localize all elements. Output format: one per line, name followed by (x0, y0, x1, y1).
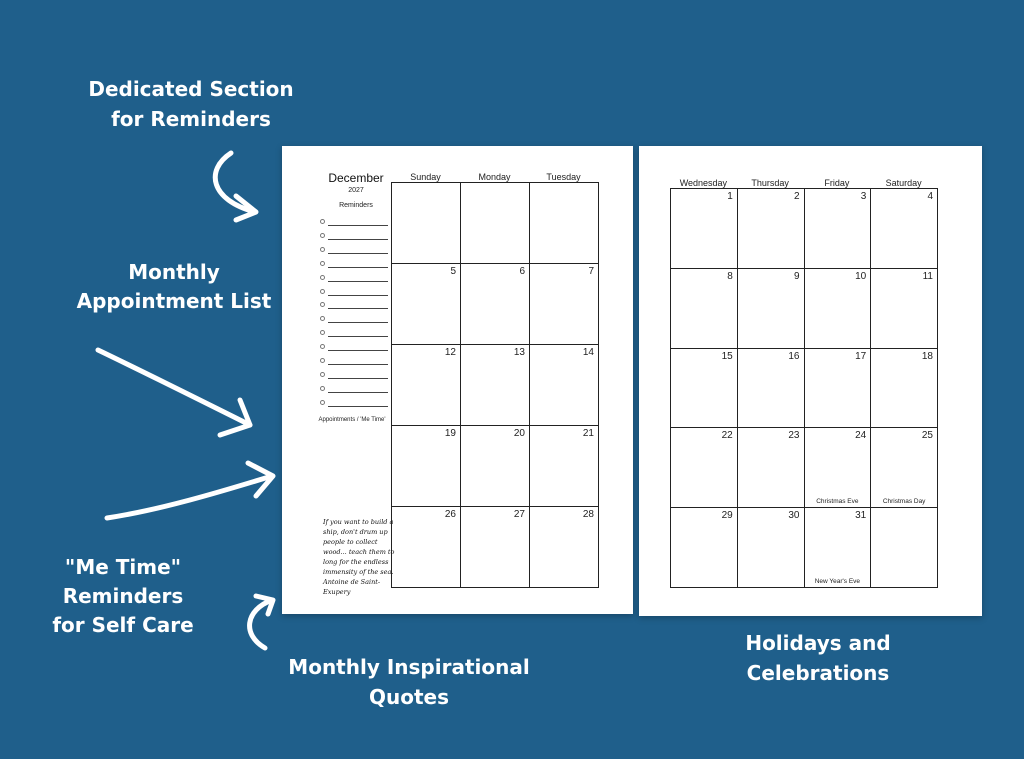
calendar-day-cell (805, 428, 872, 508)
day-number: 1 (727, 191, 733, 202)
day-number: 17 (855, 350, 867, 362)
write-line (328, 281, 388, 282)
day-number: 25 (921, 430, 933, 442)
callout-me-time-line2: for Self Care (52, 613, 194, 637)
day-number: 10 (855, 270, 867, 282)
day-number: 14 (582, 347, 594, 358)
quote-line: ship, don't drum up (323, 528, 388, 536)
day-number: 18 (921, 350, 933, 362)
arrow-to-me-time-icon (107, 476, 272, 518)
day-number: 9 (793, 270, 800, 282)
bullet-circle-icon (320, 358, 325, 363)
callout-holidays: Holidays and Celebrations (745, 631, 891, 685)
reminder-line (322, 313, 388, 323)
calendar-day-cell (871, 269, 938, 349)
day-number: 19 (444, 428, 456, 439)
month-title: December (328, 171, 384, 185)
calendar-day-cell (805, 269, 872, 349)
write-line (328, 378, 388, 379)
calendar-day-cell (871, 508, 938, 588)
arrow-to-appointments-head-icon (220, 400, 250, 435)
callout-quotes: Monthly Inspirational Quotes (288, 655, 530, 709)
write-line (328, 322, 388, 323)
quote-line: people to collect (323, 538, 378, 546)
arrow-to-quotes-head-icon (256, 596, 273, 614)
reminder-line (322, 258, 388, 268)
callout-me-time-line1: "Me Time" Reminders (62, 555, 184, 608)
callout-appointments (60, 258, 288, 316)
right-calendar-grid (670, 188, 938, 588)
quote-line: Exupery (323, 588, 351, 596)
arrow-to-reminders-head-icon (236, 196, 256, 220)
calendar-day-cell (738, 428, 805, 508)
bullet-circle-icon (320, 261, 325, 266)
day-number: 3 (860, 191, 867, 202)
quote-line: wood... teach them to (323, 548, 395, 556)
calendar-day-cell (392, 507, 461, 588)
bullet-circle-icon (320, 386, 325, 391)
calendar-day-cell (461, 264, 530, 345)
day-header: Friday (824, 178, 850, 188)
callout-me-time (5, 553, 241, 640)
day-number: 30 (788, 510, 800, 522)
calendar-day-cell (671, 269, 738, 349)
day-number: 31 (855, 510, 867, 522)
day-number: 28 (582, 509, 594, 520)
calendar-day-cell (461, 507, 530, 588)
quote-line: long for the endless (323, 558, 389, 566)
day-number: 20 (513, 428, 525, 439)
day-header: Saturday (885, 178, 922, 188)
calendar-day-cell (461, 183, 530, 264)
write-line (328, 239, 388, 240)
reminder-line (322, 286, 388, 296)
day-header: Monday (478, 172, 511, 182)
write-line (328, 336, 388, 337)
reminder-line (322, 355, 388, 365)
calendar-day-cell (738, 349, 805, 429)
day-number: 8 (727, 270, 733, 282)
calendar-day-cell (805, 189, 872, 269)
bullet-circle-icon (320, 302, 325, 307)
holiday-label: New Year's Eve (814, 577, 861, 585)
callout-reminders-line2: for Reminders (111, 107, 271, 131)
year-label: 2027 (348, 187, 364, 194)
bullet-circle-icon (320, 275, 325, 280)
calendar-day-cell (392, 264, 461, 345)
write-line (328, 350, 388, 351)
calendar-day-cell (461, 426, 530, 507)
write-line (328, 253, 388, 254)
quote-line: immensity of the sea. (323, 568, 394, 576)
reminder-line (322, 244, 388, 254)
bullet-circle-icon (320, 247, 325, 252)
reminder-line (322, 341, 388, 351)
day-number: 11 (922, 270, 933, 282)
quote-line: If you want to build a (323, 518, 394, 526)
callout-appointments-line2: Appointment List (76, 289, 272, 313)
calendar-day-cell (461, 345, 530, 426)
reminder-line (322, 383, 388, 393)
bullet-circle-icon (320, 372, 325, 377)
calendar-day-cell (671, 428, 738, 508)
bullet-circle-icon (320, 233, 325, 238)
calendar-day-cell (671, 189, 738, 269)
left-calendar-grid (391, 182, 599, 588)
write-line (328, 267, 388, 268)
reminder-line (322, 369, 388, 379)
holiday-label: Christmas Eve (816, 498, 859, 506)
write-line (328, 308, 388, 309)
holiday-label: Christmas Day (882, 498, 926, 506)
day-number: 15 (721, 350, 733, 362)
callout-reminders-line1: Dedicated Section (88, 77, 294, 101)
calendar-day-cell (871, 349, 938, 429)
calendar-day-cell (805, 349, 872, 429)
day-header: Tuesday (546, 172, 581, 182)
calendar-day-cell (871, 189, 938, 269)
calendar-day-cell (530, 507, 599, 588)
day-number: 4 (927, 191, 933, 202)
reminder-line (322, 216, 388, 226)
reminder-line (322, 327, 388, 337)
reminders-heading: Reminders (339, 202, 373, 209)
write-line (328, 364, 388, 365)
day-number: 13 (513, 347, 525, 358)
day-number: 21 (582, 428, 594, 439)
calendar-day-cell (738, 269, 805, 349)
arrow-to-me-time-head-icon (248, 463, 273, 496)
day-number: 24 (855, 430, 867, 442)
reminder-line (322, 397, 388, 407)
calendar-day-cell (871, 428, 938, 508)
day-header: Sunday (410, 172, 441, 182)
day-header: Thursday (751, 178, 789, 188)
calendar-day-cell (530, 183, 599, 264)
bullet-circle-icon (320, 219, 325, 224)
calendar-day-cell (738, 508, 805, 588)
calendar-day-cell (671, 508, 738, 588)
day-number: 6 (519, 266, 525, 277)
day-number: 27 (513, 509, 525, 520)
calendar-day-cell (392, 183, 461, 264)
arrow-to-appointments-icon (98, 350, 250, 425)
day-header: Wednesday (679, 178, 728, 188)
callout-reminders (70, 74, 312, 134)
reminder-line (322, 230, 388, 240)
day-number: 12 (444, 347, 456, 358)
calendar-day-cell (671, 349, 738, 429)
day-number: 2 (793, 191, 800, 202)
day-number: 7 (588, 266, 594, 277)
quote-line: Antoine de Saint- (323, 578, 381, 586)
arrow-to-quotes-icon (250, 600, 272, 648)
calendar-day-cell (530, 345, 599, 426)
calendar-day-cell (530, 426, 599, 507)
write-line (328, 392, 388, 393)
calendar-day-cell (392, 426, 461, 507)
bullet-circle-icon (320, 316, 325, 321)
day-number: 5 (450, 266, 456, 277)
write-line (328, 406, 388, 407)
calendar-day-cell (392, 345, 461, 426)
bullet-circle-icon (320, 344, 325, 349)
appointments-heading: Appointments / 'Me Time' (318, 417, 386, 423)
inspirational-quote (323, 517, 395, 597)
bullet-circle-icon (320, 400, 325, 405)
bullet-circle-icon (320, 330, 325, 335)
day-number: 26 (444, 509, 456, 520)
calendar-day-cell (738, 189, 805, 269)
day-number: 16 (788, 350, 800, 362)
calendar-day-cell (805, 508, 872, 588)
day-number: 22 (721, 430, 733, 442)
arrow-to-reminders-icon (215, 153, 255, 212)
day-number: 23 (788, 430, 800, 442)
bullet-circle-icon (320, 289, 325, 294)
write-line (328, 225, 388, 226)
reminder-line (322, 272, 388, 282)
callout-appointments-line1: Monthly (128, 260, 220, 284)
calendar-day-cell (530, 264, 599, 345)
day-number: 29 (721, 510, 733, 522)
write-line (328, 295, 388, 296)
reminder-line (322, 299, 388, 309)
